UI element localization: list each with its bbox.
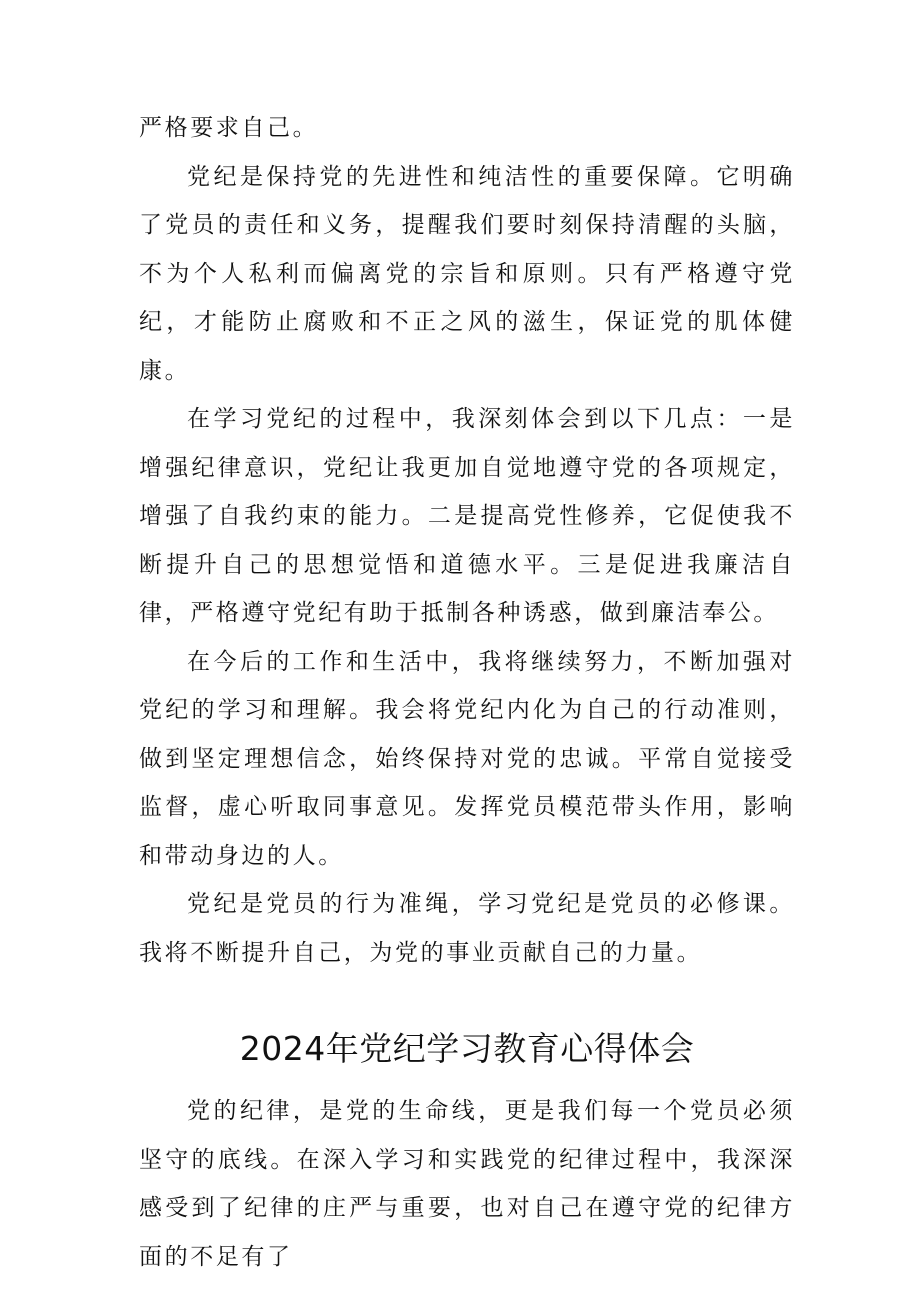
paragraph-future-work: 在今后的工作和生活中，我将继续努力，不断加强对党纪的学习和理解。我会将党纪内化为自己的行动准则，做到坚定理想信念，始终保持对党的忠诚。平常自觉接受监督，虚心听取同事意见。发挥党员模范带头作用，影响和带动身边的人。 <box>139 648 795 869</box>
paragraph-conclusion: 党纪是党员的行为准绳，学习党纪是党员的必修课。我将不断提升自己，为党的事业贡献自己的力量。 <box>139 891 795 966</box>
paragraph-essay-intro: 党的纪律，是党的生命线，更是我们每一个党员必须坚守的底线。在深入学习和实践党的纪律过程中，我深深感受到了纪律的庄严与重要，也对自己在遵守党的纪律方面的不足有了 <box>139 1098 795 1270</box>
paragraph-study-insights: 在学习党纪的过程中，我深刻体会到以下几点：一是增强纪律意识，党纪让我更加自觉地遵守党的各项规定，增强了自我约束的能力。二是提高党性修养，它促使我不断提升自己的思想觉悟和道德水平。三是促进我廉洁自律，严格遵守党纪有助于抵制各种诱惑，做到廉洁奉公。 <box>139 406 795 626</box>
paragraph-discipline-guarantee: 党纪是保持党的先进性和纯洁性的重要保障。它明确了党员的责任和义务，提醒我们要时刻保持清醒的头脑，不为个人私利而偏离党的宗旨和原则。只有严格遵守党纪，才能防止腐败和不正之风的滋生，保证党的肌体健康。 <box>139 163 795 384</box>
essay-title: 2024年党纪学习教育心得体会 <box>239 1029 695 1068</box>
paragraph-continuation: 严格要求自己。 <box>139 115 319 141</box>
document-body <box>139 104 795 1281</box>
